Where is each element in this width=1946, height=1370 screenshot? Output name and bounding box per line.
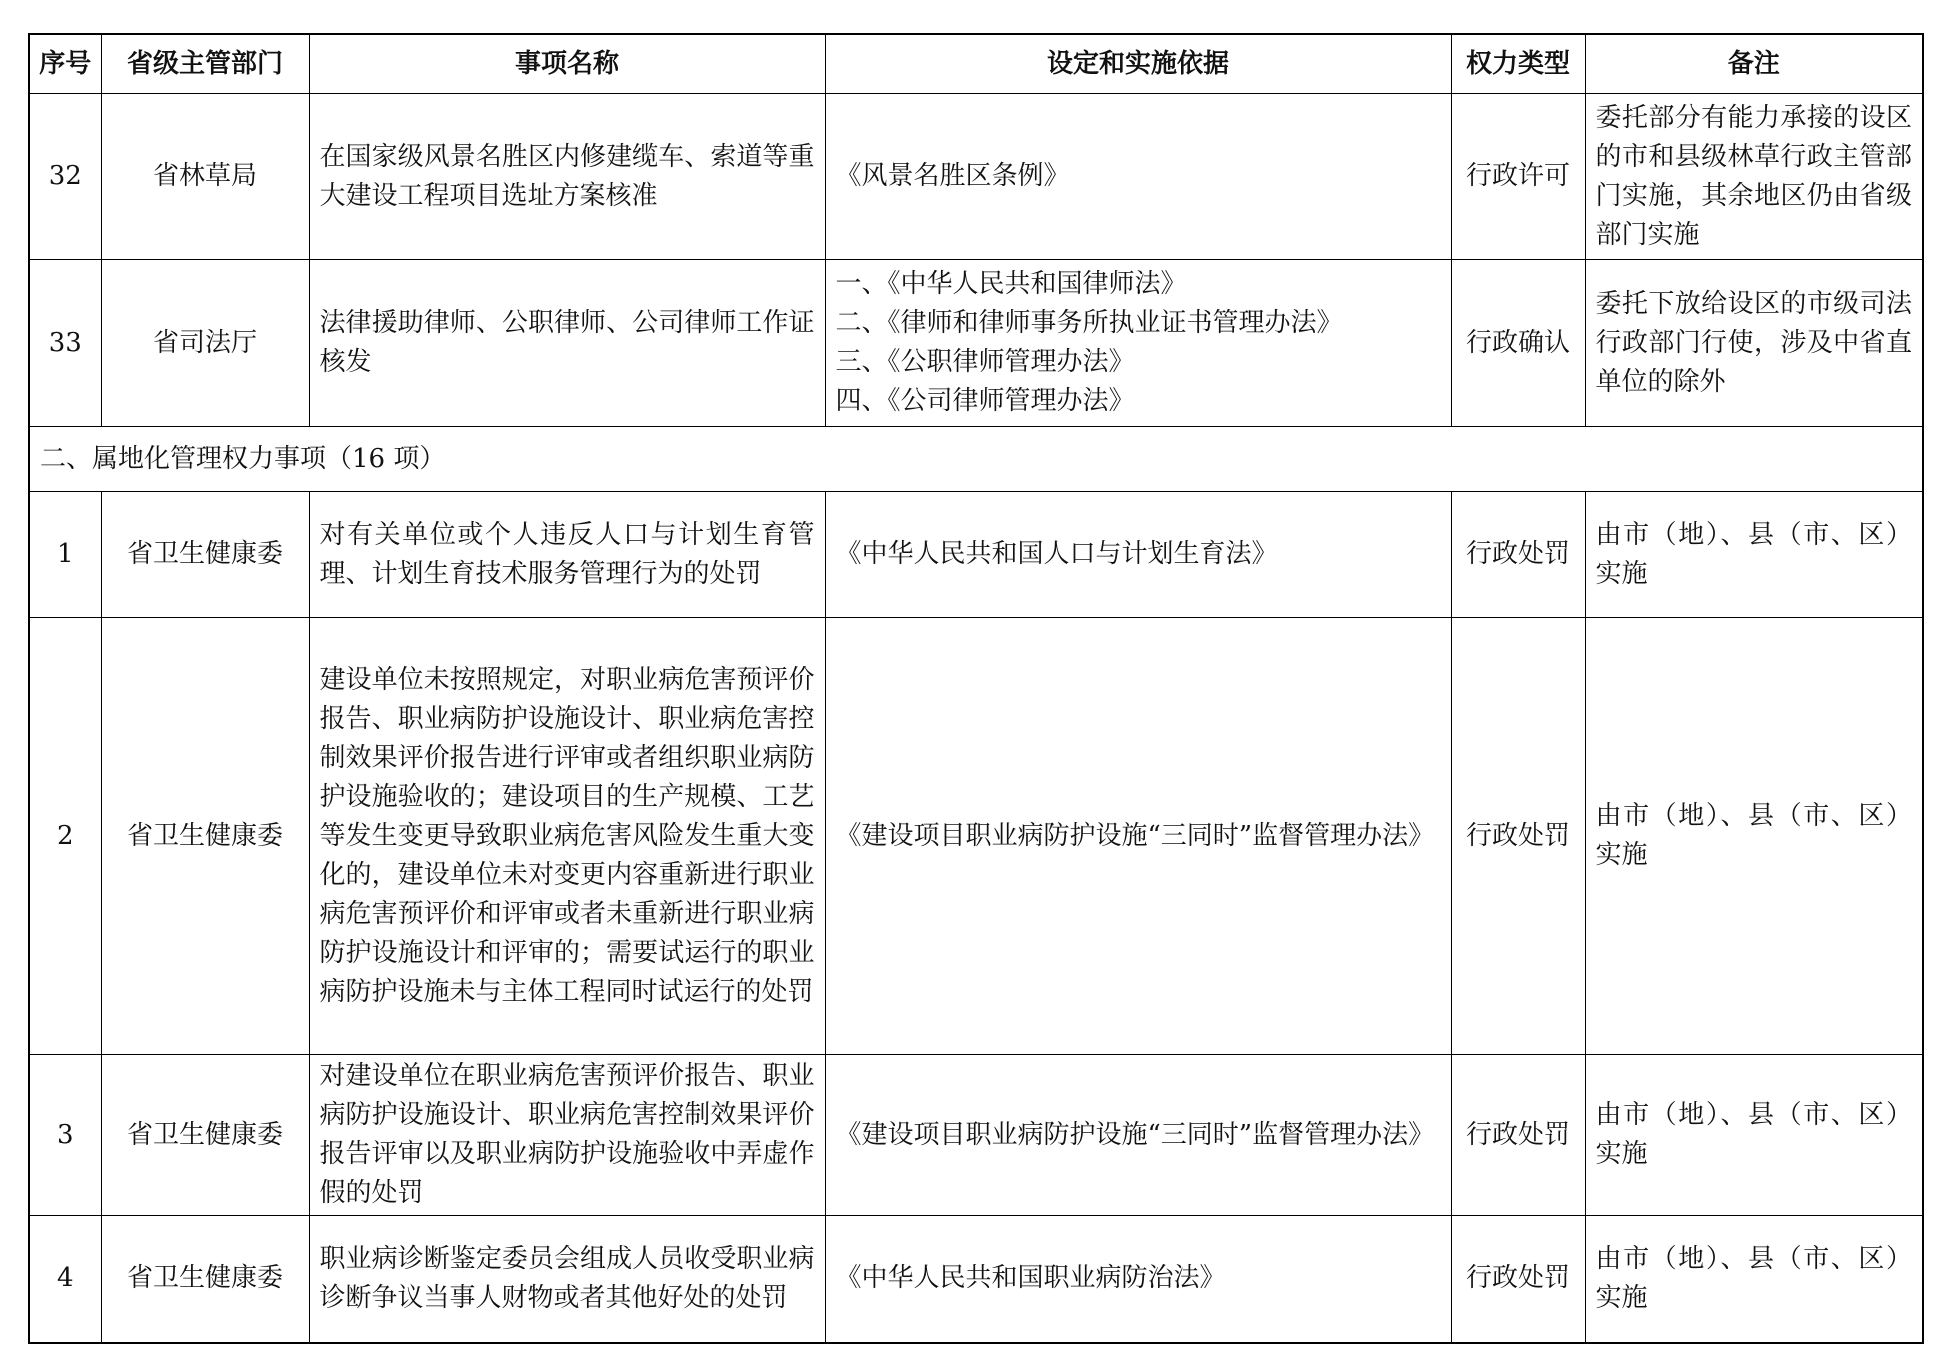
basis-line: 《中华人民共和国职业病防治法》 [835,1263,1226,1294]
header-basis: 设定和实施依据 [825,34,1451,94]
row-basis [825,260,1451,427]
basis-line: 四、《公司律师管理办法》 [835,386,1135,416]
basis-line: 《建设项目职业病防护设施“三同时”监督管理办法》 [835,1119,1435,1150]
basis-line: 一、《中华人民共和国律师法》 [835,269,1187,299]
header-note: 备注 [1585,34,1923,94]
header-row [29,34,1923,94]
section-row [29,427,1923,492]
row-type: 行政处罚 [1451,1216,1585,1343]
row-dept: 省卫生健康委 [101,1055,309,1216]
row-basis [825,1055,1451,1216]
row-dept: 省卫生健康委 [101,492,309,618]
row-num: 2 [29,618,101,1055]
section-title: 二、属地化管理权力事项（16 项） [29,427,1923,492]
row-item-name: 对有关单位或个人违反人口与计划生育管理、计划生育技术服务管理行为的处罚 [309,492,825,618]
row-item-name: 在国家级风景名胜区内修建缆车、索道等重大建设工程项目选址方案核准 [309,94,825,260]
table-row [29,618,1923,1055]
table-row [29,492,1923,618]
row-num: 32 [29,94,101,260]
row-basis [825,1216,1451,1343]
authority-items-table [28,33,1924,1344]
row-type: 行政处罚 [1451,618,1585,1055]
row-type: 行政处罚 [1451,492,1585,618]
basis-line: 《中华人民共和国人口与计划生育法》 [835,539,1278,569]
row-note: 由市（地）、县（市、区）实施 [1585,1055,1923,1216]
row-note: 委托下放给设区的市级司法行政部门行使，涉及中省直单位的除外 [1585,260,1923,427]
row-item-name: 建设单位未按照规定，对职业病危害预评价报告、职业病防护设施设计、职业病危害控制效果评价报告进行评审或者组织职业病防护设施验收的；建设项目的生产规模、工艺等发生变更导致职业病危害风险发生重大变化的，建设单位未对变更内容重新进行职业病危害预评价和评审或者未重新进行职业病防护设施设计和评审的；需要试运行的职业病防护设施未与主体工程同时试运行的处罚 [309,618,825,1055]
row-type: 行政处罚 [1451,1055,1585,1216]
basis-line: 《建设项目职业病防护设施“三同时”监督管理办法》 [835,820,1435,851]
row-item-name: 法律援助律师、公职律师、公司律师工作证核发 [309,260,825,427]
header-type: 权力类型 [1451,34,1585,94]
basis-line: 《风景名胜区条例》 [835,161,1070,191]
row-basis [825,618,1451,1055]
header-dept: 省级主管部门 [101,34,309,94]
header-name: 事项名称 [309,34,825,94]
table-row [29,1216,1923,1343]
row-dept: 省司法厅 [101,260,309,427]
row-note: 由市（地）、县（市、区）实施 [1585,1216,1923,1343]
table-row [29,94,1923,260]
basis-line: 三、《公职律师管理办法》 [835,347,1135,377]
row-basis [825,94,1451,260]
row-dept: 省林草局 [101,94,309,260]
table-row [29,1055,1923,1216]
row-item-name: 职业病诊断鉴定委员会组成人员收受职业病诊断争议当事人财物或者其他好处的处罚 [309,1216,825,1343]
row-note: 由市（地）、县（市、区）实施 [1585,618,1923,1055]
header-num: 序号 [29,34,101,94]
row-item-name: 对建设单位在职业病危害预评价报告、职业病防护设施设计、职业病危害控制效果评价报告评审以及职业病防护设施验收中弄虚作假的处罚 [309,1055,825,1216]
row-type: 行政许可 [1451,94,1585,260]
basis-line: 二、《律师和律师事务所执业证书管理办法》 [835,308,1343,338]
row-dept: 省卫生健康委 [101,618,309,1055]
row-dept: 省卫生健康委 [101,1216,309,1343]
row-type: 行政确认 [1451,260,1585,427]
row-basis [825,492,1451,618]
row-num: 33 [29,260,101,427]
row-num: 3 [29,1055,101,1216]
row-num: 4 [29,1216,101,1343]
row-num: 1 [29,492,101,618]
table-row [29,260,1923,427]
row-note: 由市（地）、县（市、区）实施 [1585,492,1923,618]
row-note: 委托部分有能力承接的设区的市和县级林草行政主管部门实施，其余地区仍由省级部门实施 [1585,94,1923,260]
